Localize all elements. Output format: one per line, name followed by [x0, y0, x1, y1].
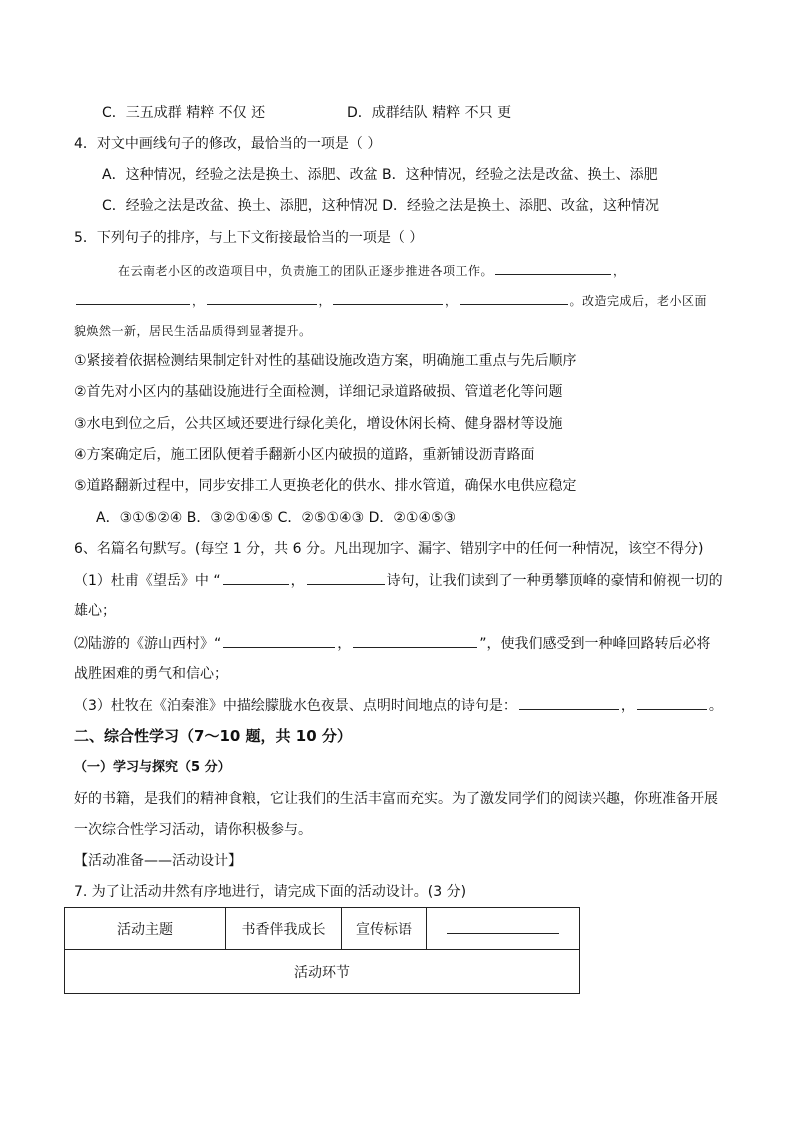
- theme-label-cell: 活动主题: [65, 908, 226, 950]
- q6-item1-mid: ，: [290, 573, 305, 589]
- slogan-label-cell: 宣传标语: [342, 908, 427, 950]
- q4-stem: 4．对文中画线句子的修改，最恰当的一项是（ ）: [74, 136, 382, 152]
- q5-comma: ，: [445, 294, 458, 308]
- q4-options-cd: C．经验之法是改盆、换土、添肥，这种情况 D．经验之法是换土、添肥、改盆，这种情况: [102, 198, 660, 214]
- q6-item2-mid: ，: [337, 636, 352, 652]
- q5-sentence-4: ④方案确定后，施工团队便着手翻新小区内破损的道路，重新铺设沥青路面: [74, 447, 535, 463]
- q6-item3-prefix: （3）杜牧在《泊秦淮》中描绘朦胧水色夜景、点明时间地点的诗句是：: [74, 698, 517, 714]
- q6-stem: 6、名篇名句默写。(每空 1 分，共 6 分。凡出现加字、漏字、错别字中的任何一种情况，该空不得分): [74, 541, 704, 557]
- activity-prep-heading: 【活动准备——活动设计】: [74, 853, 242, 869]
- q5-passage-after-blanks: 。改造完成后，老小区面: [569, 294, 708, 308]
- q6-item3-end: 。: [708, 698, 723, 714]
- steps-label-cell: 活动环节: [65, 950, 580, 994]
- activity-design-table: [64, 907, 580, 994]
- q5-sentence-1: ①紧接着依据检测结果制定针对性的基础设施改造方案，明确施工重点与先后顺序: [74, 353, 577, 369]
- q6-item2-prefix: ⑵陆游的《游山西村》“: [74, 636, 222, 652]
- q5-blank-1[interactable]: [495, 260, 611, 275]
- slogan-blank[interactable]: [447, 919, 559, 934]
- section-2-sub-1: （一）学习与探究（5 分）: [74, 760, 231, 775]
- q6-item1-prefix: （1）杜甫《望岳》中 “: [74, 573, 221, 589]
- q3-option-c: C．三五成群 精粹 不仅 还: [102, 105, 266, 121]
- theme-value-cell: 书香伴我成长: [226, 908, 342, 950]
- q5-options: A．③①⑤②④ B．③②①④⑤ C．②⑤①④③ D．②①④⑤③: [96, 510, 457, 526]
- q5-comma: ，: [192, 294, 205, 308]
- q3-option-d: D．成群结队 精粹 不只 更: [347, 105, 512, 121]
- q5-sentence-2: ②首先对小区内的基础设施进行全面检测，详细记录道路破损、管道老化等问题: [74, 384, 563, 400]
- q5-sentence-3: ③水电到位之后，公共区域还要进行绿化美化，增设休闲长椅、健身器材等设施: [74, 416, 563, 432]
- q6-blank-5[interactable]: [519, 695, 619, 710]
- q6-blank-6[interactable]: [637, 695, 707, 710]
- q5-blank-3[interactable]: [207, 290, 317, 305]
- q5-sentence-5: ⑤道路翻新过程中，同步安排工人更换老化的供水、排水管道，确保水电供应稳定: [74, 478, 577, 494]
- intro-line-2: 一次综合性学习活动，请你积极参与。: [74, 822, 312, 838]
- q6-item1: [74, 570, 723, 591]
- q4-options-ab: A．这种情况，经验之法是换土、添肥、改盆 B．这种情况，经验之法是改盆、换土、添肥: [102, 167, 658, 183]
- q6-blank-3[interactable]: [223, 633, 335, 648]
- q5-blank-2[interactable]: [76, 290, 190, 305]
- q6-item3: [74, 695, 723, 716]
- q5-passage-end: 貌焕然一新，居民生活品质得到显著提升。: [74, 324, 312, 338]
- table-row: [65, 950, 580, 994]
- q6-item2: [74, 633, 711, 654]
- q5-blank-row: [74, 290, 707, 311]
- intro-line-1: 好的书籍，是我们的精神食粮，它让我们的生活丰富而充实。为了激发同学们的阅读兴趣，你班准备开展: [74, 791, 718, 807]
- q6-item3-mid: ，: [620, 698, 635, 714]
- q6-blank-2[interactable]: [307, 570, 385, 585]
- table-row: [65, 908, 580, 950]
- q6-blank-4[interactable]: [353, 633, 477, 648]
- slogan-input-cell: [427, 908, 580, 950]
- q5-passage-start: [118, 260, 626, 281]
- q6-item1-cont: 雄心；: [74, 603, 116, 619]
- q6-blank-1[interactable]: [223, 570, 289, 585]
- q5-blank-4[interactable]: [333, 290, 443, 305]
- q5-comma: ，: [318, 294, 332, 308]
- q7-stem: 7. 为了让活动井然有序地进行，请完成下面的活动设计。(3 分): [74, 884, 467, 900]
- q5-passage-start-text: 在云南老小区的改造项目中，负责施工的团队正逐步推进各项工作。: [118, 264, 494, 278]
- q6-item1-suffix: 诗句，让我们读到了一种勇攀顶峰的豪情和俯视一切的: [386, 573, 723, 589]
- q5-stem: 5．下列句子的排序，与上下文衔接最恰当的一项是（ ）: [74, 230, 424, 246]
- q5-blank-5[interactable]: [460, 290, 568, 305]
- section-2-title: 二、综合性学习（7～10 题，共 10 分）: [74, 727, 352, 745]
- q5-comma: ，: [613, 264, 626, 278]
- q6-item2-suffix: ”，使我们感受到一种峰回路转后必将: [479, 636, 711, 652]
- q6-item2-cont: 战胜困难的勇气和信心；: [74, 666, 228, 682]
